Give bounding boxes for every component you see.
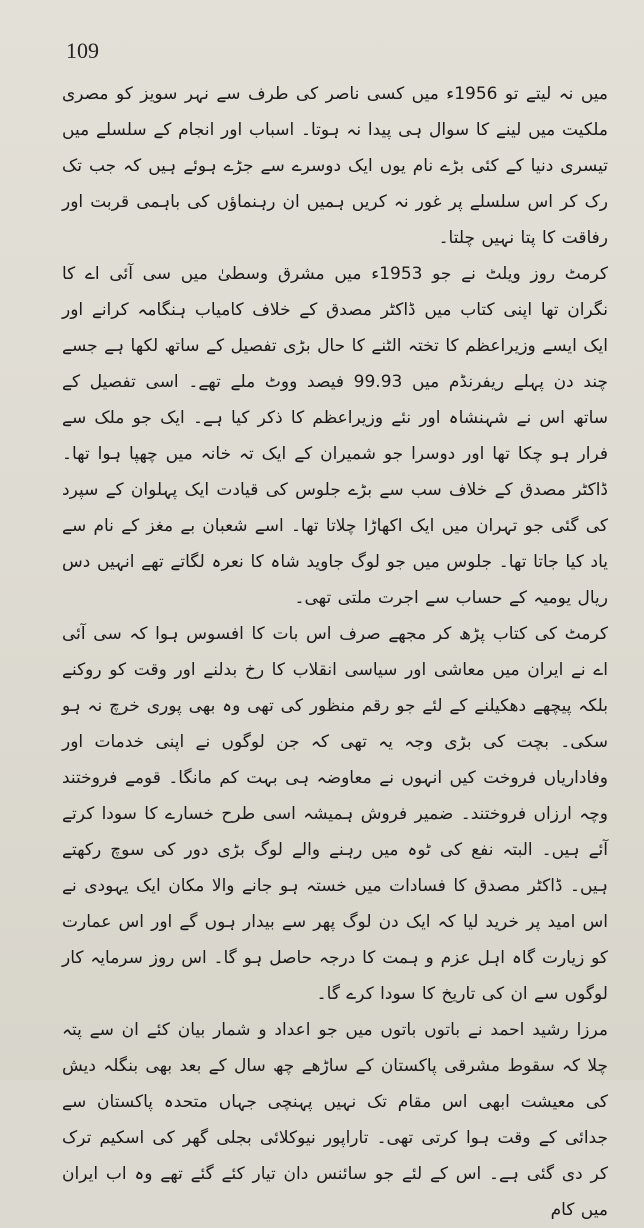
paragraph-4: مرزا رشید احمد نے باتوں باتوں میں جو اعداد و شمار بیان کئے ان سے پتہ چلا کہ سقوط مشرقی پاکستان کے ساڑھے چھ سال کے بعد بھی بنگلہ دیش کی معیشت ابھی اس مقام تک نہیں پہنچی جہاں متحدہ پاکستان سے جدائی کے وقت ہوا کرتی تھی۔ تاراپور نیوکلائی بجلی گھر کی اسکیم ترک کر دی گئی ہے۔ اس کے لئے جو سائنس دان تیار کئے گئے تھے وہ اب ایران میں کام [62, 1020, 608, 1220]
paragraph-3: کرمٹ کی کتاب پڑھ کر مجھے صرف اس بات کا افسوس ہوا کہ سی آئی اے نے ایران میں معاشی اور سیاسی انقلاب کا رخ بدلنے اور وقت کو روکنے بلکہ پیچھے دھکیلنے کے لئے جو رقم منظور کی تھی وہ بھی پوری خرچ نہ ہو سکی۔ بچت کی بڑی وجہ یہ تھی کہ جن لوگوں نے اپنی خدمات اور وفاداریاں فروخت کیں انہوں نے معاوضہ ہی بہت کم مانگا۔ قومے فروختند وچہ ارزاں فروختند۔ ضمیر فروش ہمیشہ اسی طرح خسارے کا سودا کرتے آئے ہیں۔ البتہ نفع کی ٹوہ میں رہنے والے لوگ بڑی دور کی سوچ رکھتے ہیں۔ ڈاکٹر مصدق کا فسادات میں خستہ ہو جانے والا مکان ایک یہودی نے اس امید پر خرید لیا کہ ایک دن لوگ پھر سے بیدار ہوں گے اور اس عمارت کو زیارت گاہ اہل عزم و ہمت کا درجہ حاصل ہو گا۔ اس روز سرمایہ کار لوگوں سے ان کی تاریخ کا سودا کرے گا۔ [62, 624, 608, 1004]
paragraph-2: کرمٹ روز ویلٹ نے جو 1953ء میں مشرق وسطیٰ میں سی آئی اے کا نگران تھا اپنی کتاب میں ڈاکٹر مصدق کے خلاف کامیاب ہنگامہ کرانے اور ایک ایسے وزیراعظم کا تختہ الٹنے کا حال بڑی تفصیل کے ساتھ لکھا ہے جسے چند دن پہلے ریفرنڈم میں 99.93 فیصد ووٹ ملے تھے۔ اسی تفصیل کے ساتھ اس نے شہنشاہ اور نئے وزیراعظم کا ذکر کیا ہے۔ ایک جو ملک سے فرار ہو چکا تھا اور دوسرا جو شمیران کے ایک تہ خانہ میں چھپا ہوا تھا۔ ڈاکٹر مصدق کے خلاف سب سے بڑے جلوس کی قیادت ایک پہلوان کے سپرد کی گئی جو تہران میں ایک اکھاڑا چلاتا تھا۔ اسے شعبان بے مغز کے نام سے یاد کیا جاتا تھا۔ جلوس میں جو لوگ جاوید شاہ کا نعرہ لگاتے تھے انہیں دس ریال یومیہ کے حساب سے اجرت ملتی تھی۔ [62, 264, 608, 608]
page-number: 109 [66, 38, 99, 63]
page-text [62, 76, 608, 1228]
paragraph-1: میں نہ لیتے تو 1956ء میں کسی ناصر کی طرف سے نہر سویز کو مصری ملکیت میں لینے کا سوال ہی پیدا نہ ہوتا۔ اسباب اور انجام کے سلسلے میں تیسری دنیا کے کئی بڑے نام یوں ایک دوسرے سے جڑے ہوئے ہیں کہ جب تک رک کر اس سلسلے پر غور نہ کریں ہمیں ان رہنماؤں کی باہمی قربت اور رفاقت کا پتا نہیں چلتا۔ [62, 84, 608, 248]
